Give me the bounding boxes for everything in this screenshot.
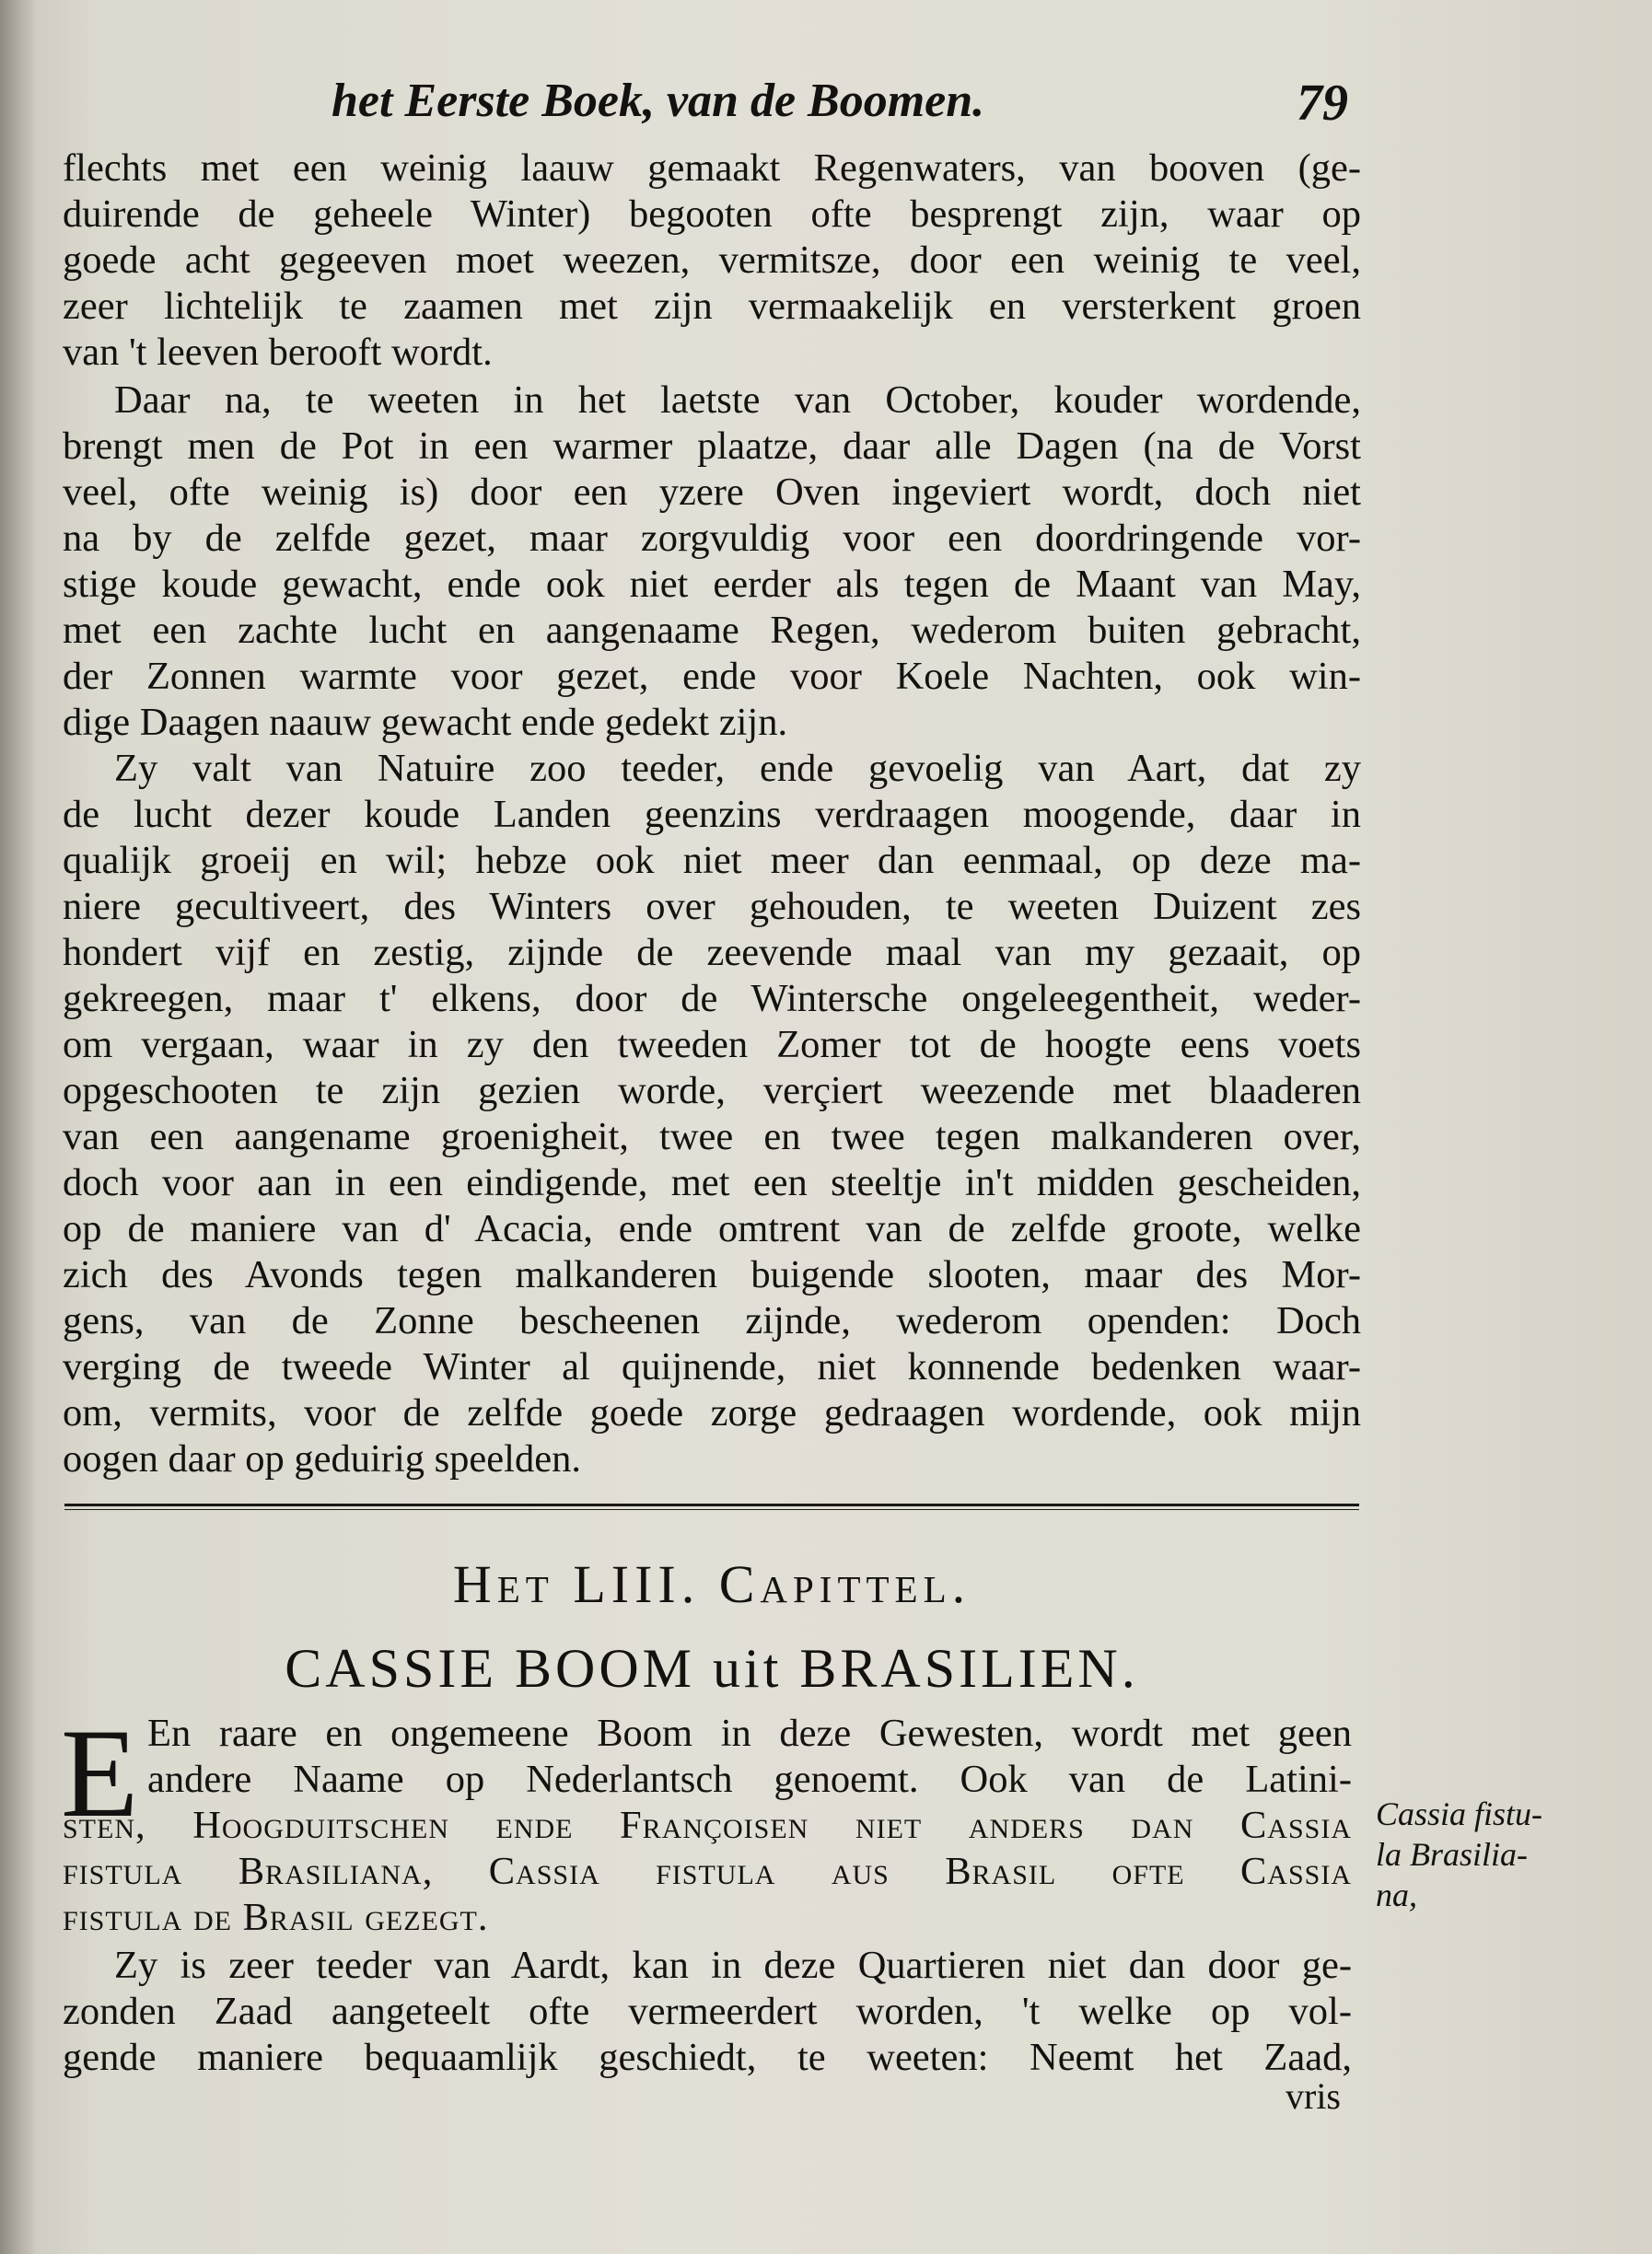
catchword: vris <box>1286 2075 1341 2117</box>
text-line: gende maniere bequaamlijk geschiedt, te weeten: Neemt het Zaad, <box>63 2036 1352 2079</box>
text-line: oogen daar op geduirig speelden. <box>63 1437 581 1481</box>
text-line: niere gecultiveert, des Winters over gehouden, te weeten Duizent zes <box>63 885 1361 928</box>
text-line: Zy is zeer teeder van Aardt, kan in deze Quartieren niet dan door ge- <box>114 1944 1352 1987</box>
text-line: de lucht dezer koude Landen geenzins verdraagen moogende, daar in <box>63 793 1361 836</box>
text-line: om, vermits, voor de zelfde goede zorge gedraagen wordende, ook mijn <box>63 1391 1361 1435</box>
text-line: fistula Brasiliana, Cassia fistula aus Brasil ofte Cassia <box>63 1850 1352 1893</box>
text-line: verging de tweede Winter al quijnende, niet konnende bedenken waar- <box>63 1345 1361 1388</box>
text-line: na by de zelfde gezet, maar zorgvuldig voor een doordringende vor- <box>63 517 1361 560</box>
text-line: van 't leeven berooft wordt. <box>63 331 493 374</box>
text-line: sten, Hoogduitschen ende Françoisen niet anders dan Cassia <box>63 1804 1352 1847</box>
text-line: flechts met een weinig laauw gemaakt Regenwaters, van booven (ge- <box>63 146 1361 190</box>
text-line: dige Daagen naauw gewacht ende gedekt zijn. <box>63 701 788 744</box>
chapter-subtitle: CASSIE BOOM uit BRASILIEN. <box>285 1638 1139 1699</box>
text-line: En raare en ongemeene Boom in deze Gewesten, wordt met geen <box>147 1712 1352 1755</box>
drop-cap: E <box>61 1702 139 1843</box>
text-line: Zy valt van Natuire zoo teeder, ende gevoelig van Aart, dat zy <box>114 747 1361 790</box>
text-line: der Zonnen warmte voor gezet, ende voor Koele Nachten, ook win- <box>63 655 1361 698</box>
text-line: veel, ofte weinig is) door een yzere Oven ingeviert wordt, doch niet <box>63 471 1361 514</box>
text-line: andere Naame op Nederlantsch genoemt. Ook van de Latini- <box>147 1758 1352 1801</box>
page-gutter-shadow <box>0 0 37 2254</box>
text-line: gens, van de Zonne bescheenen zijnde, wederom openden: Doch <box>63 1299 1361 1342</box>
text-line: gekreegen, maar t' elkens, door de Wintersche ongeleegentheit, weder- <box>63 977 1361 1020</box>
text-line: fistula de Brasil gezegt. <box>63 1896 489 1939</box>
text-line: duirende de geheele Winter) begooten ofte besprengt zijn, waar op <box>63 192 1361 236</box>
text-line: hondert vijf en zestig, zijnde de zeevende maal van my gezaait, op <box>63 931 1361 974</box>
margin-note: Cassia fistu- la Brasilia- na, <box>1376 1795 1543 1913</box>
text-line: zonden Zaad aangeteelt ofte vermeerdert worden, 't welke op vol- <box>63 1990 1352 2033</box>
text-line: doch voor aan in een eindigende, met een steeltje in't midden gescheiden, <box>63 1161 1361 1204</box>
text-line: zeer lichtelijk te zaamen met zijn vermaakelijk en versterkent groen <box>63 285 1361 328</box>
text-line: om vergaan, waar in zy den tweeden Zomer tot de hoogte eens voets <box>63 1023 1361 1066</box>
text-line: met een zachte lucht en aangenaame Regen, wederom buiten gebracht, <box>63 609 1361 652</box>
text-line: van een aangename groenigheit, twee en twee tegen malkanderen over, <box>63 1115 1361 1158</box>
page-number: 79 <box>1297 75 1348 132</box>
text-line: op de maniere van d' Acacia, ende omtrent van de zelfde groote, welke <box>63 1207 1361 1250</box>
section-divider <box>64 1504 1359 1510</box>
text-line: goede acht gegeeven moet weezen, vermitsze, door een weinig te veel, <box>63 238 1361 282</box>
text-line: brengt men de Pot in een warmer plaatze, daar alle Dagen (na de Vorst <box>63 424 1361 468</box>
text-line: qualijk groeij en wil; hebze ook niet meer dan eenmaal, op deze ma- <box>63 839 1361 882</box>
chapter-title: Het LIII. Capittel. <box>452 1554 971 1614</box>
text-line: stige koude gewacht, ende ook niet eerder als tegen de Maant van May, <box>63 563 1361 606</box>
text-line: opgeschooten te zijn gezien worde, verçiert weezende met blaaderen <box>63 1069 1361 1112</box>
running-head: het Eerste Boek, van de Boomen. <box>332 75 985 127</box>
text-line: zich des Avonds tegen malkanderen buigende slooten, maar des Mor- <box>63 1253 1361 1296</box>
text-line: Daar na, te weeten in het laetste van October, kouder wordende, <box>114 378 1361 422</box>
